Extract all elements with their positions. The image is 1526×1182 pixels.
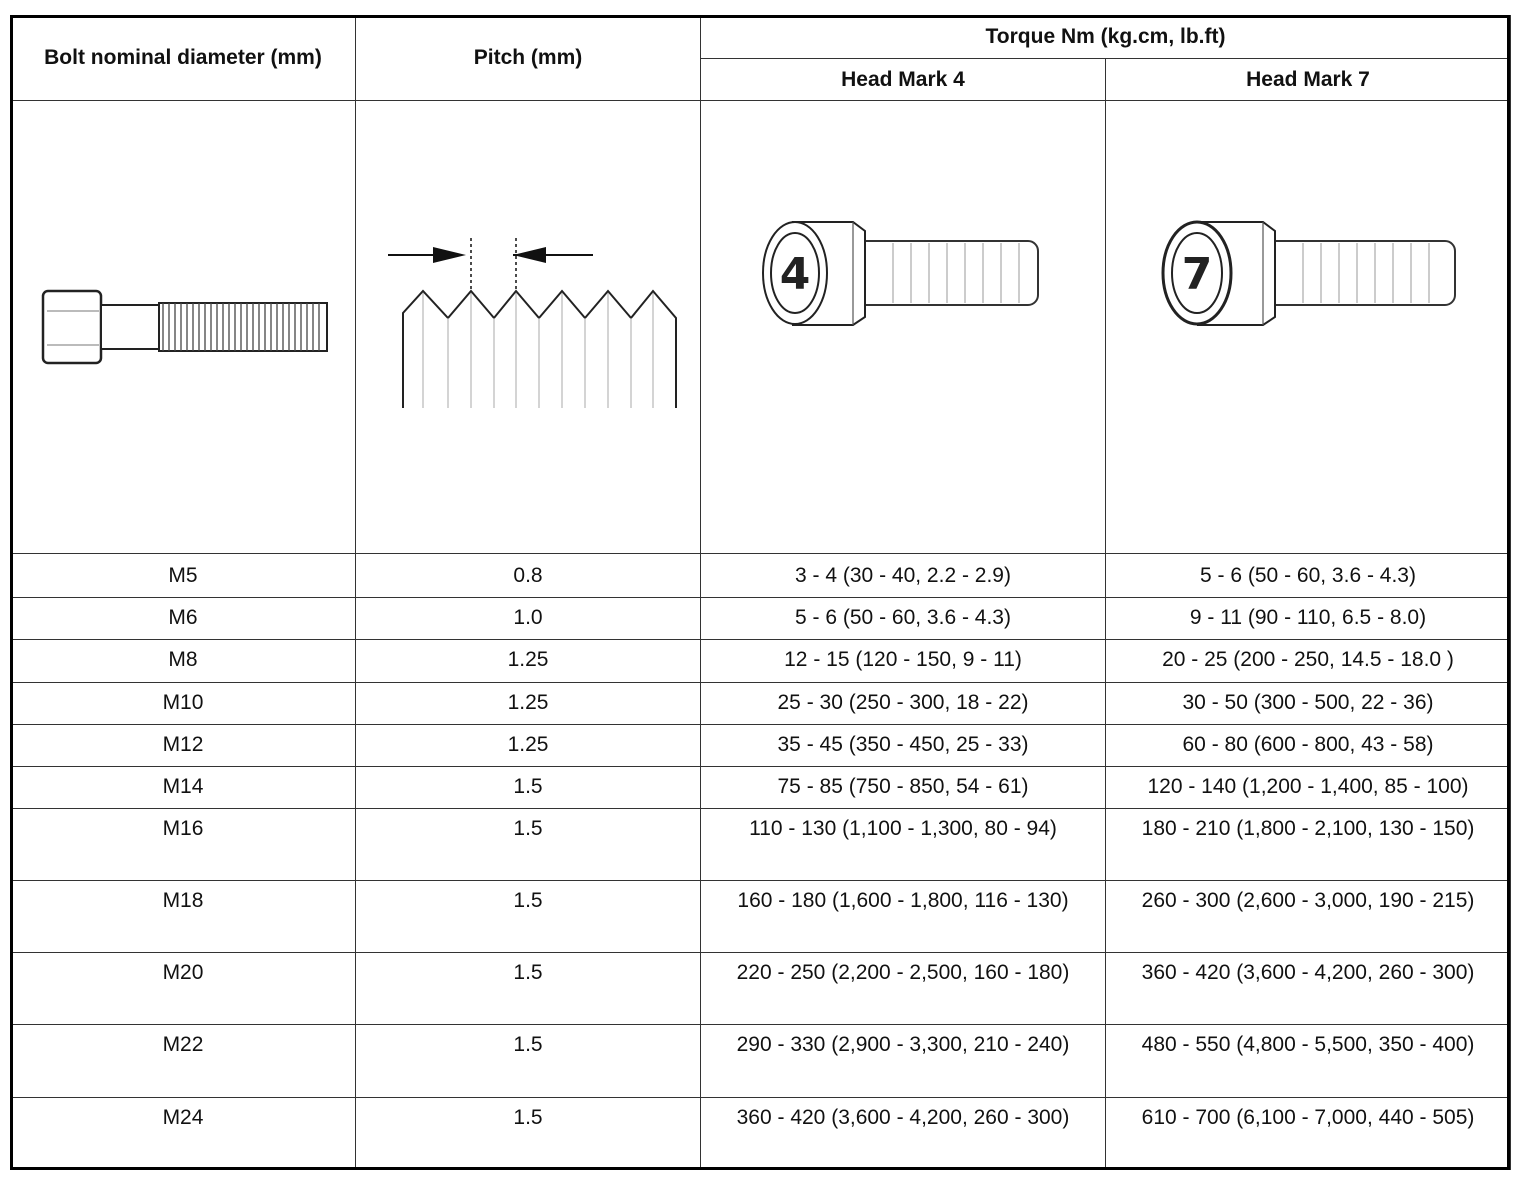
cell-head-mark-7: 5 - 6 (50 - 60, 3.6 - 4.3) <box>1106 554 1511 598</box>
cell-diameter: M10 <box>11 682 356 724</box>
cell-pitch: 1.25 <box>356 724 701 766</box>
cell-head-mark-4: 5 - 6 (50 - 60, 3.6 - 4.3) <box>701 598 1106 640</box>
cell-diameter: M22 <box>11 1025 356 1097</box>
cell-head-mark-4: 12 - 15 (120 - 150, 9 - 11) <box>701 640 1106 682</box>
cell-diameter: M20 <box>11 953 356 1025</box>
cell-pitch: 1.5 <box>356 1097 701 1169</box>
cell-head-mark-4: 220 - 250 (2,200 - 2,500, 160 - 180) <box>701 953 1106 1025</box>
cell-pitch: 1.25 <box>356 682 701 724</box>
cell-head-mark-7: 360 - 420 (3,600 - 4,200, 260 - 300) <box>1106 953 1511 1025</box>
cell-pitch: 1.25 <box>356 640 701 682</box>
cell-pitch: 1.5 <box>356 808 701 880</box>
table-outer-frame <box>10 15 1510 1170</box>
cell-pitch: 1.5 <box>356 953 701 1025</box>
header-head-mark-4: Head Mark 4 <box>701 59 1106 101</box>
cell-head-mark-4: 75 - 85 (750 - 850, 54 - 61) <box>701 766 1106 808</box>
cell-head-mark-4: 35 - 45 (350 - 450, 25 - 33) <box>701 724 1106 766</box>
cell-pitch: 0.8 <box>356 554 701 598</box>
cell-head-mark-4: 110 - 130 (1,100 - 1,300, 80 - 94) <box>701 808 1106 880</box>
cell-head-mark-4: 160 - 180 (1,600 - 1,800, 116 - 130) <box>701 881 1106 953</box>
cell-diameter: M24 <box>11 1097 356 1169</box>
cell-head-mark-7: 20 - 25 (200 - 250, 14.5 - 18.0 ) <box>1106 640 1511 682</box>
header-torque: Torque Nm (kg.cm, lb.ft) <box>701 16 1511 59</box>
cell-head-mark-7: 9 - 11 (90 - 110, 6.5 - 8.0) <box>1106 598 1511 640</box>
cell-head-mark-7: 120 - 140 (1,200 - 1,400, 85 - 100) <box>1106 766 1511 808</box>
cell-diameter: M5 <box>11 554 356 598</box>
header-pitch: Pitch (mm) <box>356 16 701 101</box>
head-mark-7-text: 7 <box>1181 249 1213 300</box>
cell-head-mark-4: 290 - 330 (2,900 - 3,300, 210 - 240) <box>701 1025 1106 1097</box>
cell-head-mark-4: 360 - 420 (3,600 - 4,200, 260 - 300) <box>701 1097 1106 1169</box>
cell-diameter: M12 <box>11 724 356 766</box>
cell-diameter: M8 <box>11 640 356 682</box>
cell-diameter: M16 <box>11 808 356 880</box>
cell-head-mark-7: 180 - 210 (1,800 - 2,100, 130 - 150) <box>1106 808 1511 880</box>
cell-head-mark-7: 480 - 550 (4,800 - 5,500, 350 - 400) <box>1106 1025 1511 1097</box>
cell-head-mark-7: 30 - 50 (300 - 500, 22 - 36) <box>1106 682 1511 724</box>
cell-head-mark-7: 60 - 80 (600 - 800, 43 - 58) <box>1106 724 1511 766</box>
cell-pitch: 1.5 <box>356 881 701 953</box>
cell-head-mark-4: 25 - 30 (250 - 300, 18 - 22) <box>701 682 1106 724</box>
cell-diameter: M6 <box>11 598 356 640</box>
cell-pitch: 1.5 <box>356 1025 701 1097</box>
cell-diameter: M14 <box>11 766 356 808</box>
cell-pitch: 1.5 <box>356 766 701 808</box>
cell-diameter: M18 <box>11 881 356 953</box>
cell-head-mark-7: 260 - 300 (2,600 - 3,000, 190 - 215) <box>1106 881 1511 953</box>
cell-pitch: 1.0 <box>356 598 701 640</box>
header-diameter: Bolt nominal diameter (mm) <box>11 16 356 101</box>
cell-head-mark-4: 3 - 4 (30 - 40, 2.2 - 2.9) <box>701 554 1106 598</box>
cell-head-mark-7: 610 - 700 (6,100 - 7,000, 440 - 505) <box>1106 1097 1511 1169</box>
head-mark-4-text: 4 <box>779 249 811 300</box>
header-head-mark-7: Head Mark 7 <box>1106 59 1511 101</box>
